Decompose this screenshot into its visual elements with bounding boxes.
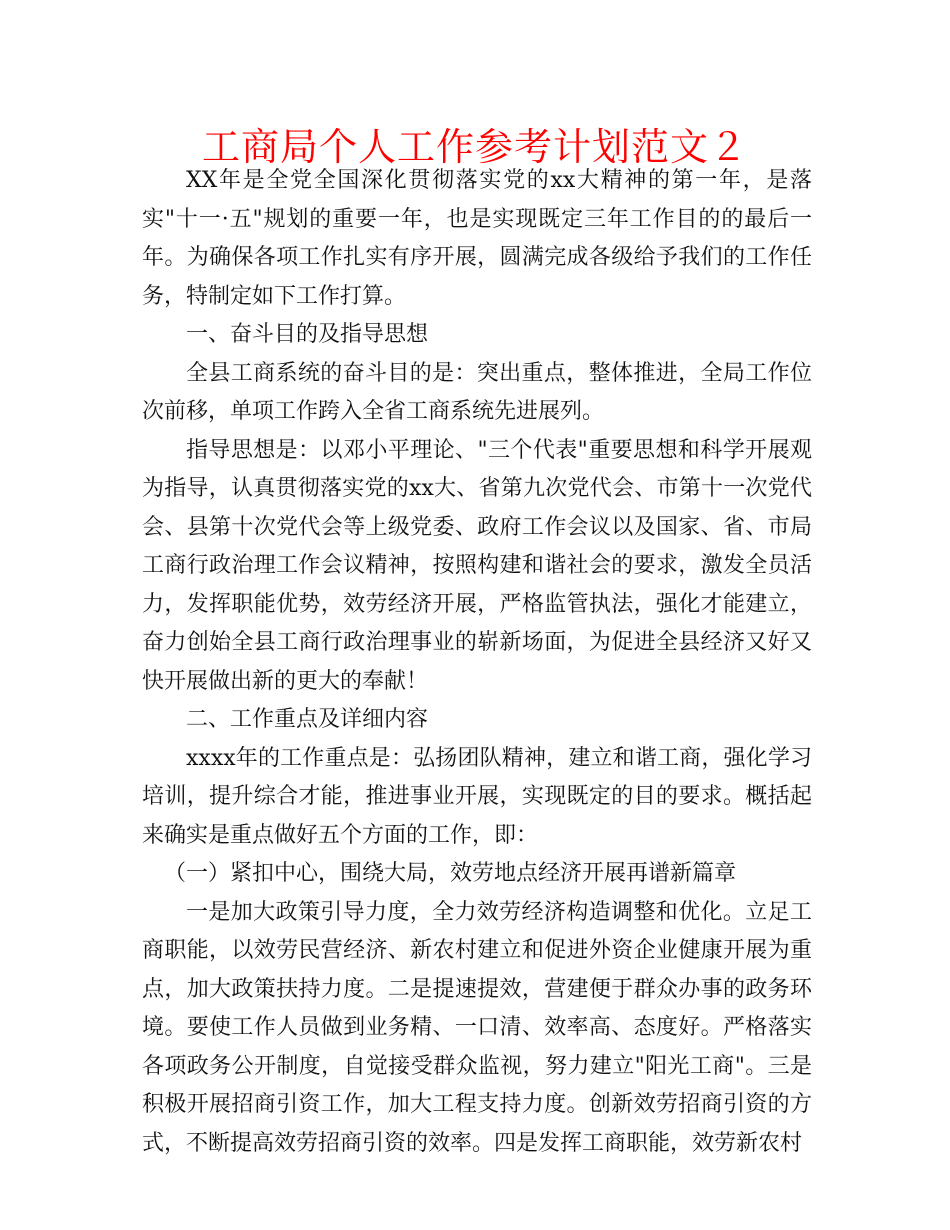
subsection-heading-1: （一）紧扣中心，围绕大局，效劳地点经济开展再谱新篇章	[164, 861, 737, 886]
paragraph-intro: XX年是全党全国深化贯彻落实党的xx大精神的第一年，是落实"十一·五"规划的重要一年，也是实现既定三年工作目的的最后一年。为确保各项工作扎实有序开展，圆满完成各级给予我们的工作任务，特制定如下工作打算。	[142, 168, 812, 309]
document-title: 工商局个人工作参考计划范文２	[201, 125, 748, 169]
paragraph-goal: 全县工商系统的奋斗目的是：突出重点，整体推进，全局工作位次前移，单项工作跨入全省工商系统先进展列。	[142, 360, 812, 424]
section-heading-2: 二、工作重点及详细内容	[186, 707, 429, 732]
section-heading-1: 一、奋斗目的及指导思想	[186, 322, 429, 347]
document-body	[142, 162, 812, 1163]
paragraph-work-focus: xxxx年的工作重点是：弘扬团队精神，建立和谐工商，强化学习培训，提升综合才能，推进事业开展，实现既定的目的要求。概括起来确实是重点做好五个方面的工作，即：	[142, 745, 812, 848]
paragraph-guiding-thought: 指导思想是：以邓小平理论、"三个代表"重要思想和科学开展观为指导，认真贯彻落实党的xx大、省第九次党代会、市第十一次党代会、县第十次党代会等上级党委、政府工作会议以及国家、省、市局工商行政治理工作会议精神，按照构建和谐社会的要求，激发全员活力，发挥职能优势，效劳经济开展，严格监管执法，强化才能建立，奋力创始全县工商行政治理事业的崭新场面，为促进全县经济又好又快开展做出新的更大的奉献！	[142, 437, 812, 694]
paragraph-policy: 一是加大政策引导力度，全力效劳经济构造调整和优化。立足工商职能，以效劳民营经济、新农村建立和促进外资企业健康开展为重点，加大政策扶持力度。二是提速提效，营建便于群众办事的政务环境。要使工作人员做到业务精、一口清、效率高、态度好。严格落实各项政务公开制度，自觉接受群众监视，努力建立"阳光工商"。三是积极开展招商引资工作，加大工程支持力度。创新效劳招商引资的方式，不断提高效劳招商引资的效率。四是发挥工商职能，效劳新农村	[142, 899, 812, 1156]
